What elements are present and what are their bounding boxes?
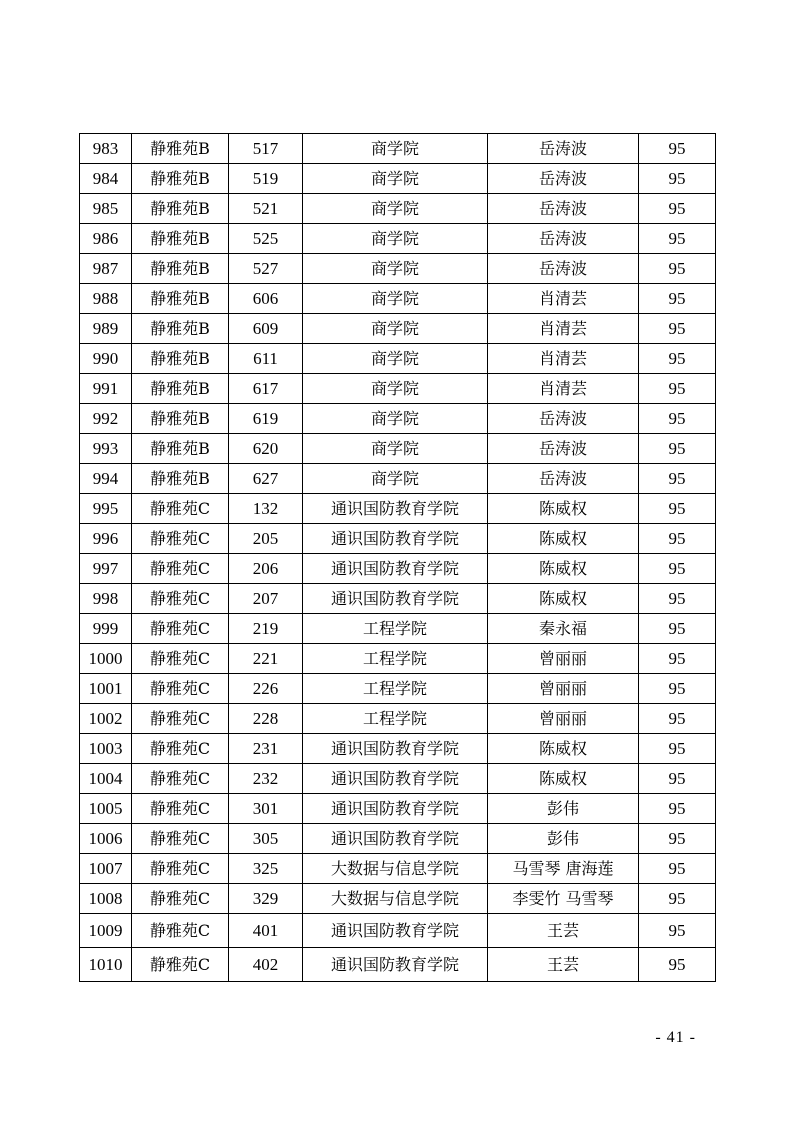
cell-serial-number: 996 — [80, 524, 132, 554]
cell-building: 静雅苑B — [132, 404, 229, 434]
cell-serial-number: 995 — [80, 494, 132, 524]
cell-room-number: 517 — [229, 134, 303, 164]
table-row — [80, 464, 716, 494]
cell-room-number: 206 — [229, 554, 303, 584]
cell-score: 95 — [639, 824, 716, 854]
cell-score: 95 — [639, 254, 716, 284]
cell-room-number: 221 — [229, 644, 303, 674]
cell-serial-number: 987 — [80, 254, 132, 284]
cell-serial-number: 991 — [80, 374, 132, 404]
cell-room-number: 207 — [229, 584, 303, 614]
table-row — [80, 284, 716, 314]
table-row — [80, 704, 716, 734]
cell-serial-number: 1002 — [80, 704, 132, 734]
cell-college: 工程学院 — [303, 644, 488, 674]
cell-score: 95 — [639, 704, 716, 734]
cell-serial-number: 989 — [80, 314, 132, 344]
cell-score: 95 — [639, 374, 716, 404]
cell-room-number: 232 — [229, 764, 303, 794]
cell-building: 静雅苑C — [132, 614, 229, 644]
cell-building: 静雅苑C — [132, 948, 229, 982]
cell-college: 通识国防教育学院 — [303, 794, 488, 824]
cell-serial-number: 1007 — [80, 854, 132, 884]
cell-serial-number: 990 — [80, 344, 132, 374]
cell-room-number: 627 — [229, 464, 303, 494]
cell-college: 商学院 — [303, 374, 488, 404]
cell-serial-number: 1009 — [80, 914, 132, 948]
cell-score: 95 — [639, 224, 716, 254]
cell-building: 静雅苑C — [132, 524, 229, 554]
cell-serial-number: 993 — [80, 434, 132, 464]
cell-score: 95 — [639, 464, 716, 494]
cell-score: 95 — [639, 314, 716, 344]
cell-room-number: 606 — [229, 284, 303, 314]
cell-building: 静雅苑C — [132, 494, 229, 524]
cell-person-in-charge: 岳涛波 — [488, 194, 639, 224]
cell-person-in-charge: 曾丽丽 — [488, 704, 639, 734]
cell-person-in-charge: 岳涛波 — [488, 434, 639, 464]
cell-room-number: 305 — [229, 824, 303, 854]
table-row — [80, 764, 716, 794]
table-row — [80, 224, 716, 254]
cell-serial-number: 1004 — [80, 764, 132, 794]
cell-college: 通识国防教育学院 — [303, 584, 488, 614]
cell-room-number: 329 — [229, 884, 303, 914]
cell-college: 商学院 — [303, 464, 488, 494]
table-row — [80, 164, 716, 194]
cell-room-number: 132 — [229, 494, 303, 524]
cell-serial-number: 986 — [80, 224, 132, 254]
cell-room-number: 619 — [229, 404, 303, 434]
cell-score: 95 — [639, 854, 716, 884]
cell-room-number: 205 — [229, 524, 303, 554]
cell-college: 通识国防教育学院 — [303, 824, 488, 854]
cell-score: 95 — [639, 434, 716, 464]
cell-score: 95 — [639, 734, 716, 764]
cell-score: 95 — [639, 948, 716, 982]
cell-building: 静雅苑B — [132, 464, 229, 494]
cell-room-number: 301 — [229, 794, 303, 824]
cell-person-in-charge: 王芸 — [488, 914, 639, 948]
cell-score: 95 — [639, 644, 716, 674]
cell-score: 95 — [639, 914, 716, 948]
cell-building: 静雅苑B — [132, 374, 229, 404]
cell-person-in-charge: 岳涛波 — [488, 224, 639, 254]
table-row — [80, 374, 716, 404]
cell-building: 静雅苑C — [132, 674, 229, 704]
cell-person-in-charge: 秦永福 — [488, 614, 639, 644]
table-body — [80, 134, 716, 982]
cell-score: 95 — [639, 614, 716, 644]
cell-college: 通识国防教育学院 — [303, 914, 488, 948]
cell-score: 95 — [639, 344, 716, 374]
table-row — [80, 554, 716, 584]
cell-person-in-charge: 岳涛波 — [488, 254, 639, 284]
cell-room-number: 519 — [229, 164, 303, 194]
cell-college: 通识国防教育学院 — [303, 494, 488, 524]
table-row — [80, 914, 716, 948]
cell-room-number: 611 — [229, 344, 303, 374]
cell-person-in-charge: 曾丽丽 — [488, 674, 639, 704]
cell-serial-number: 1006 — [80, 824, 132, 854]
table-row — [80, 794, 716, 824]
table-row — [80, 494, 716, 524]
cell-room-number: 219 — [229, 614, 303, 644]
cell-building: 静雅苑B — [132, 314, 229, 344]
cell-person-in-charge: 李雯竹 马雪琴 — [488, 884, 639, 914]
cell-room-number: 325 — [229, 854, 303, 884]
cell-serial-number: 1003 — [80, 734, 132, 764]
table-row — [80, 254, 716, 284]
cell-serial-number: 994 — [80, 464, 132, 494]
cell-college: 通识国防教育学院 — [303, 734, 488, 764]
dormitory-score-table-container — [79, 133, 715, 982]
table-row — [80, 948, 716, 982]
cell-room-number: 226 — [229, 674, 303, 704]
table-row — [80, 614, 716, 644]
cell-score: 95 — [639, 404, 716, 434]
cell-score: 95 — [639, 794, 716, 824]
cell-building: 静雅苑B — [132, 134, 229, 164]
cell-college: 商学院 — [303, 134, 488, 164]
cell-building: 静雅苑B — [132, 224, 229, 254]
cell-building: 静雅苑C — [132, 764, 229, 794]
cell-building: 静雅苑C — [132, 554, 229, 584]
cell-room-number: 609 — [229, 314, 303, 344]
cell-room-number: 527 — [229, 254, 303, 284]
table-row — [80, 434, 716, 464]
cell-room-number: 401 — [229, 914, 303, 948]
cell-serial-number: 984 — [80, 164, 132, 194]
cell-score: 95 — [639, 884, 716, 914]
cell-serial-number: 1010 — [80, 948, 132, 982]
table-row — [80, 344, 716, 374]
cell-serial-number: 1005 — [80, 794, 132, 824]
table-row — [80, 584, 716, 614]
cell-score: 95 — [639, 284, 716, 314]
cell-serial-number: 998 — [80, 584, 132, 614]
cell-building: 静雅苑C — [132, 914, 229, 948]
table-row — [80, 824, 716, 854]
cell-room-number: 525 — [229, 224, 303, 254]
cell-building: 静雅苑B — [132, 434, 229, 464]
page-number: - 41 - — [655, 1029, 696, 1046]
cell-score: 95 — [639, 554, 716, 584]
cell-score: 95 — [639, 584, 716, 614]
table-row — [80, 314, 716, 344]
cell-building: 静雅苑C — [132, 704, 229, 734]
cell-building: 静雅苑B — [132, 254, 229, 284]
cell-score: 95 — [639, 764, 716, 794]
cell-building: 静雅苑C — [132, 734, 229, 764]
cell-college: 通识国防教育学院 — [303, 948, 488, 982]
cell-person-in-charge: 肖清芸 — [488, 344, 639, 374]
cell-college: 商学院 — [303, 404, 488, 434]
cell-person-in-charge: 陈威权 — [488, 764, 639, 794]
cell-building: 静雅苑B — [132, 284, 229, 314]
cell-room-number: 620 — [229, 434, 303, 464]
cell-person-in-charge: 陈威权 — [488, 494, 639, 524]
cell-college: 工程学院 — [303, 704, 488, 734]
cell-person-in-charge: 岳涛波 — [488, 404, 639, 434]
cell-serial-number: 983 — [80, 134, 132, 164]
cell-college: 大数据与信息学院 — [303, 854, 488, 884]
cell-person-in-charge: 王芸 — [488, 948, 639, 982]
cell-person-in-charge: 马雪琴 唐海莲 — [488, 854, 639, 884]
cell-college: 通识国防教育学院 — [303, 554, 488, 584]
cell-serial-number: 992 — [80, 404, 132, 434]
cell-college: 商学院 — [303, 344, 488, 374]
cell-building: 静雅苑C — [132, 584, 229, 614]
dormitory-score-table — [79, 133, 716, 982]
cell-college: 商学院 — [303, 194, 488, 224]
cell-person-in-charge: 肖清芸 — [488, 374, 639, 404]
cell-room-number: 228 — [229, 704, 303, 734]
cell-score: 95 — [639, 494, 716, 524]
cell-person-in-charge: 陈威权 — [488, 734, 639, 764]
cell-person-in-charge: 彭伟 — [488, 794, 639, 824]
cell-room-number: 402 — [229, 948, 303, 982]
cell-person-in-charge: 曾丽丽 — [488, 644, 639, 674]
cell-serial-number: 988 — [80, 284, 132, 314]
cell-score: 95 — [639, 524, 716, 554]
cell-score: 95 — [639, 134, 716, 164]
cell-person-in-charge: 陈威权 — [488, 584, 639, 614]
cell-college: 工程学院 — [303, 674, 488, 704]
cell-college: 商学院 — [303, 284, 488, 314]
cell-person-in-charge: 陈威权 — [488, 554, 639, 584]
cell-person-in-charge: 岳涛波 — [488, 464, 639, 494]
cell-college: 通识国防教育学院 — [303, 764, 488, 794]
cell-score: 95 — [639, 164, 716, 194]
cell-room-number: 521 — [229, 194, 303, 224]
cell-serial-number: 1001 — [80, 674, 132, 704]
cell-college: 商学院 — [303, 434, 488, 464]
table-row — [80, 524, 716, 554]
cell-college: 商学院 — [303, 314, 488, 344]
cell-building: 静雅苑C — [132, 824, 229, 854]
cell-building: 静雅苑C — [132, 644, 229, 674]
cell-person-in-charge: 岳涛波 — [488, 134, 639, 164]
cell-person-in-charge: 陈威权 — [488, 524, 639, 554]
cell-room-number: 617 — [229, 374, 303, 404]
table-row — [80, 134, 716, 164]
cell-building: 静雅苑C — [132, 794, 229, 824]
table-row — [80, 194, 716, 224]
table-row — [80, 674, 716, 704]
table-row — [80, 404, 716, 434]
cell-building: 静雅苑B — [132, 344, 229, 374]
cell-person-in-charge: 彭伟 — [488, 824, 639, 854]
cell-building: 静雅苑B — [132, 194, 229, 224]
cell-serial-number: 1008 — [80, 884, 132, 914]
cell-room-number: 231 — [229, 734, 303, 764]
cell-serial-number: 1000 — [80, 644, 132, 674]
table-row — [80, 734, 716, 764]
cell-building: 静雅苑B — [132, 164, 229, 194]
cell-college: 商学院 — [303, 224, 488, 254]
cell-serial-number: 999 — [80, 614, 132, 644]
table-row — [80, 884, 716, 914]
cell-college: 通识国防教育学院 — [303, 524, 488, 554]
cell-person-in-charge: 岳涛波 — [488, 164, 639, 194]
cell-serial-number: 985 — [80, 194, 132, 224]
table-row — [80, 644, 716, 674]
cell-score: 95 — [639, 194, 716, 224]
cell-college: 商学院 — [303, 164, 488, 194]
cell-person-in-charge: 肖清芸 — [488, 314, 639, 344]
table-row — [80, 854, 716, 884]
cell-college: 商学院 — [303, 254, 488, 284]
cell-building: 静雅苑C — [132, 884, 229, 914]
cell-college: 大数据与信息学院 — [303, 884, 488, 914]
cell-building: 静雅苑C — [132, 854, 229, 884]
cell-college: 工程学院 — [303, 614, 488, 644]
cell-serial-number: 997 — [80, 554, 132, 584]
cell-person-in-charge: 肖清芸 — [488, 284, 639, 314]
cell-score: 95 — [639, 674, 716, 704]
